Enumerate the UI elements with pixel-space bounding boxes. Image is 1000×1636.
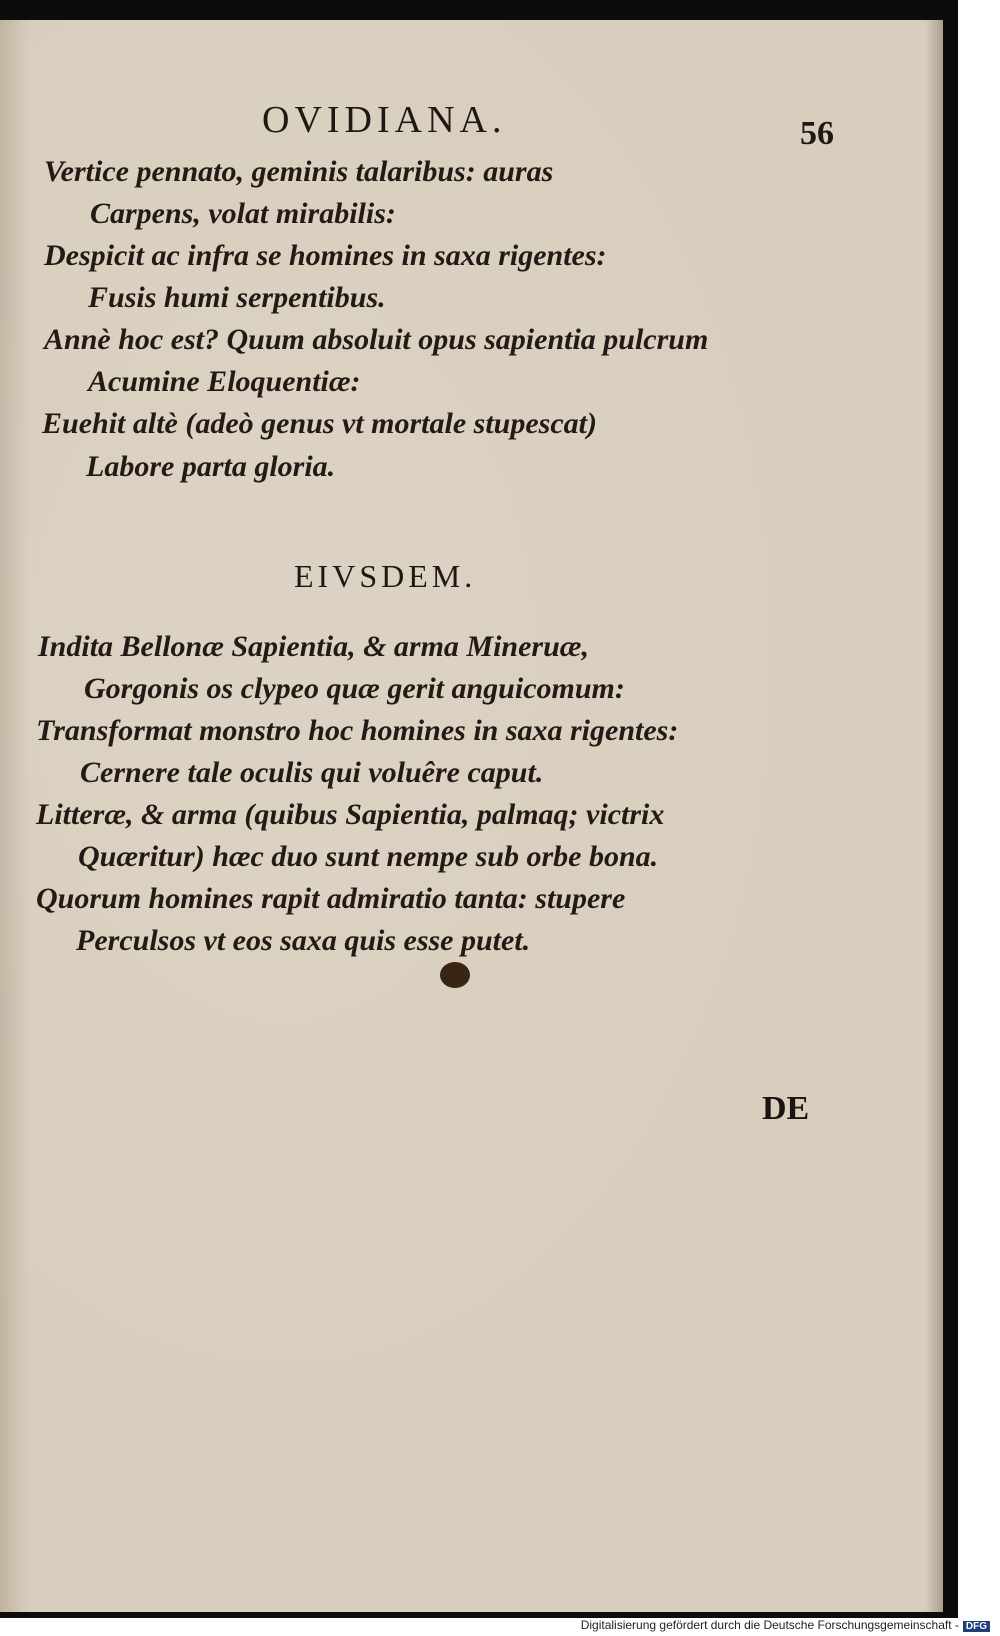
verse-line: Litteræ, & arma (quibus Sapientia, palmaq; victrix <box>36 798 665 831</box>
verse-line: Acumine Eloquentiæ: <box>88 365 361 398</box>
verse-line: Fusis humi serpentibus. <box>88 281 386 314</box>
verse-line: Annè hoc est? Quum absoluit opus sapientia pulcrum <box>44 323 709 356</box>
verse-line: Carpens, volat mirabilis: <box>90 197 396 230</box>
verse-line: Vertice pennato, geminis talaribus: auras <box>44 155 554 188</box>
verse-line: Euehit altè (adeò genus vt mortale stupescat) <box>42 407 597 440</box>
verse-line: Quorum homines rapit admiratio tanta: stupere <box>36 882 626 915</box>
verse-line: Perculsos vt eos saxa quis esse putet. <box>76 924 531 957</box>
verse-line: Gorgonis os clypeo quæ gerit anguicomum: <box>84 672 625 705</box>
verse-line: Labore parta gloria. <box>86 450 336 483</box>
catchword: DE <box>762 1090 810 1127</box>
verse-line: Transformat monstro hoc homines in saxa rigentes: <box>36 714 679 747</box>
credit-text: Digitalisierung gefördert durch die Deutsche Forschungsgemeinschaft - <box>580 1618 959 1632</box>
digitization-credit <box>581 1618 990 1636</box>
running-head: OVIDIANA. <box>262 99 507 141</box>
section-heading: EIVSDEM. <box>294 558 477 594</box>
book-page <box>0 20 943 1612</box>
page-edge-shadow <box>925 20 943 1612</box>
dfg-logo: DFG <box>963 1621 990 1632</box>
ink-stain <box>440 962 470 988</box>
verse-line: Quæritur) hæc duo sunt nempe sub orbe bona. <box>78 840 659 873</box>
verse-line: Cernere tale oculis qui voluêre caput. <box>80 756 544 789</box>
page-number: 56 <box>800 115 834 152</box>
verse-line: Indita Bellonæ Sapientia, & arma Mineruæ, <box>38 630 589 663</box>
verse-line: Despicit ac infra se homines in saxa rigentes: <box>44 239 607 272</box>
